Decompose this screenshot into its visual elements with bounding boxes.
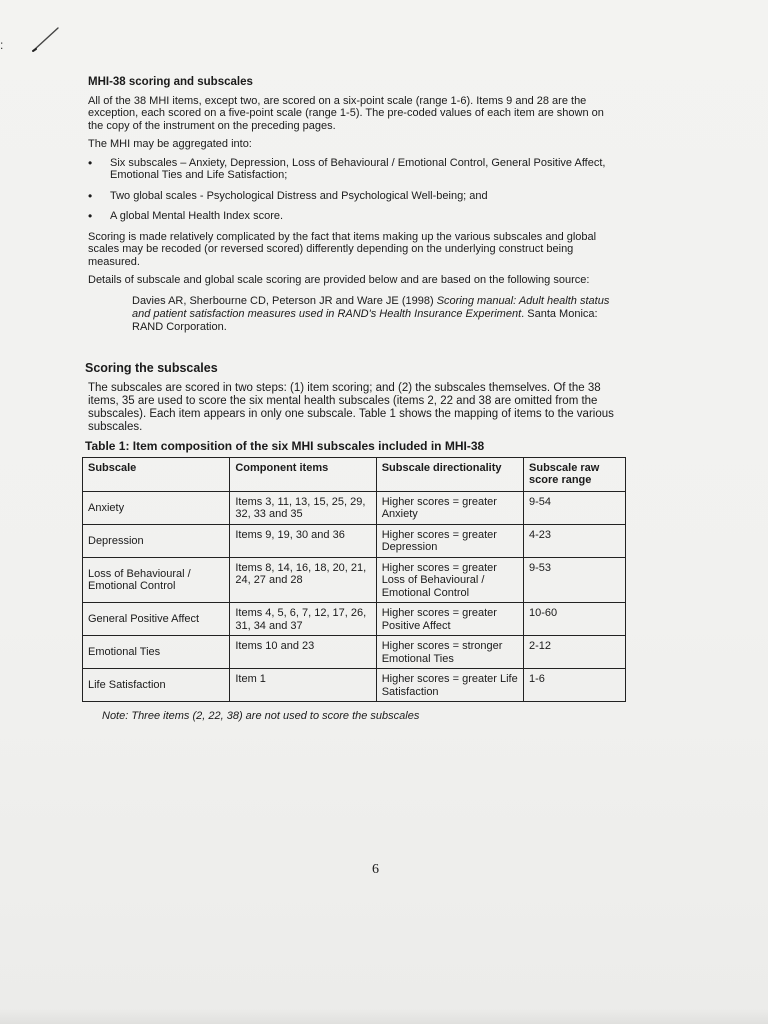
section-heading-scoring: Scoring the subscales bbox=[85, 360, 218, 375]
intro-paragraph-1: All of the 38 MHI items, except two, are scored on a six-point scale (range 1-6). Items 9 and 28 are the exception, each scored on a five-point scale (range 1-5). The pre-coded values of each item are shown on the copy of the instrument on the preceding pages. bbox=[88, 94, 604, 132]
cell-items: Items 10 and 23 bbox=[230, 636, 376, 669]
table-row bbox=[83, 491, 626, 524]
cell-items: Items 9, 19, 30 and 36 bbox=[230, 524, 376, 557]
cell-subscale: Life Satisfaction bbox=[83, 669, 230, 702]
intro-paragraph-2: The MHI may be aggregated into: bbox=[88, 138, 252, 150]
cell-range: 10-60 bbox=[524, 603, 626, 636]
intro-paragraph-4: Details of subscale and global scale scoring are provided below and are based on the following source: bbox=[88, 274, 590, 286]
column-header-subscale: Subscale bbox=[83, 457, 230, 491]
table-row bbox=[83, 636, 626, 669]
table-header-row bbox=[83, 457, 626, 491]
table-row bbox=[83, 603, 626, 636]
page-bottom-edge bbox=[0, 1008, 768, 1024]
cell-items: Item 1 bbox=[230, 669, 376, 702]
list-item: • Six subscales – Anxiety, Depression, Loss of Behavioural / Emotional Control, General Positive Affect, Emotional Ties and Life Satisfaction; bbox=[88, 157, 620, 182]
reference-publisher: . Santa Monica: RAND Corporation. bbox=[132, 307, 598, 333]
cell-range: 2-12 bbox=[524, 636, 626, 669]
cell-subscale: Anxiety bbox=[83, 491, 230, 524]
table-note: Note: Three items (2, 22, 38) are not used to score the subscales bbox=[102, 710, 420, 722]
cell-items: Items 3, 11, 13, 15, 25, 29, 32, 33 and 35 bbox=[230, 491, 376, 524]
cell-range: 9-53 bbox=[524, 557, 626, 603]
cell-subscale: Depression bbox=[83, 524, 230, 557]
table-caption: Table 1: Item composition of the six MHI subscales included in MHI-38 bbox=[85, 439, 485, 453]
cell-directionality: Higher scores = greater Loss of Behavioural / Emotional Control bbox=[376, 557, 523, 603]
cell-subscale: General Positive Affect bbox=[83, 603, 230, 636]
cell-directionality: Higher scores = greater Life Satisfaction bbox=[376, 669, 523, 702]
cell-subscale: Emotional Ties bbox=[83, 636, 230, 669]
cell-range: 1-6 bbox=[524, 669, 626, 702]
section-heading-mhi38: MHI-38 scoring and subscales bbox=[88, 76, 253, 88]
table-row bbox=[83, 524, 626, 557]
cell-subscale: Loss of Behavioural / Emotional Control bbox=[83, 557, 230, 603]
page-number: 6 bbox=[372, 862, 379, 877]
cell-items: Items 8, 14, 16, 18, 20, 21, 24, 27 and 28 bbox=[230, 557, 376, 603]
cell-range: 9-54 bbox=[524, 491, 626, 524]
table-row bbox=[83, 669, 626, 702]
main-content bbox=[85, 76, 620, 723]
cell-range: 4-23 bbox=[524, 524, 626, 557]
cell-items: Items 4, 5, 6, 7, 12, 17, 26, 31, 34 and 37 bbox=[230, 603, 376, 636]
subscale-table bbox=[82, 457, 626, 703]
cell-directionality: Higher scores = greater Positive Affect bbox=[376, 603, 523, 636]
reference-title: Scoring manual: Adult health status and patient satisfaction measures used in RAND's Health Insurance Experiment bbox=[132, 294, 610, 320]
cell-directionality: Higher scores = greater Anxiety bbox=[376, 491, 523, 524]
reference-authors: Davies AR, Sherbourne CD, Peterson JR and Ware JE (1998) bbox=[132, 294, 437, 307]
cell-directionality: Higher scores = stronger Emotional Ties bbox=[376, 636, 523, 669]
margin-mark: : bbox=[0, 38, 4, 52]
column-header-score-range: Subscale raw score range bbox=[524, 457, 626, 491]
table-row bbox=[83, 557, 626, 603]
pen-mark-icon bbox=[30, 22, 62, 54]
intro-paragraph-3: Scoring is made relatively complicated by the fact that items making up the various subscales and global scales may be recoded (or reversed scored) differently depending on the underlying construct being measured. bbox=[88, 230, 597, 268]
source-reference bbox=[132, 295, 620, 334]
scoring-paragraph: The subscales are scored in two steps: (1) item scoring; and (2) the subscales themselves. Of the 38 items, 35 are used to score the six mental health subscales (items 2, 22 and 38 are omitted from the subscales). Each item appears in only one subscale. Table 1 shows the mapping of items to the various subscales. bbox=[88, 382, 614, 433]
column-header-component-items: Component items bbox=[230, 457, 376, 491]
cell-directionality: Higher scores = greater Depression bbox=[376, 524, 523, 557]
list-item: • A global Mental Health Index score. bbox=[88, 210, 620, 223]
column-header-directionality: Subscale directionality bbox=[376, 457, 523, 491]
aggregation-list bbox=[88, 157, 620, 223]
list-item: • Two global scales - Psychological Distress and Psychological Well-being; and bbox=[88, 190, 620, 203]
